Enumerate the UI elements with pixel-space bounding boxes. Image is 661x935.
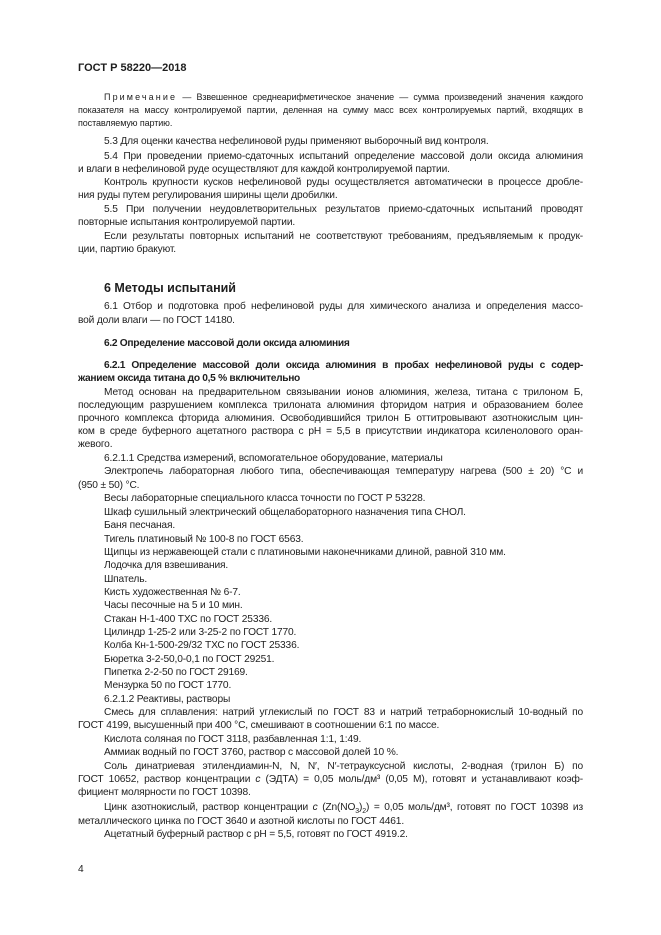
edta-text-a: ГОСТ 10652, раствор концентрации (78, 774, 256, 785)
note-text-1: — Взвешенное среднеарифметическое значение — сумма произведений значения каждого (177, 92, 583, 102)
equipment-item: Бюретка 3-2-50,0-0,1 по ГОСТ 29251. (104, 654, 275, 665)
method-line-3: прочного комплекса фторида алюминия. Освободившийся трилон Б оттитровывают азотнокислым цин- (78, 413, 583, 424)
clause-5-5-line-2: повторные испытания контролируемой партии. (78, 217, 296, 228)
note-label: Примечание (104, 92, 178, 102)
equipment-item: Щипцы из нержавеющей стали с платиновыми наконечниками длиной, равной 310 мм. (104, 547, 506, 558)
method-line-4: ком в среде буферного ацетатного раствора с pH = 5,5 в присутствии индикатора ксиленолового оран- (78, 426, 583, 437)
reject-line-2: ции, партию бракуют. (78, 244, 176, 255)
concentration-symbol: c (312, 802, 318, 813)
furnace-line-1: Электропечь лабораторная любого типа, обеспечивающая температуру нагрева (500 ± 20) °С и (104, 466, 583, 477)
equipment-item: Тигель платиновый № 100-8 по ГОСТ 6563. (104, 534, 304, 545)
edta-line-3: фициент молярности по ГОСТ 10398. (78, 787, 251, 798)
zinc-formula-a: (Zn(NO (317, 802, 356, 813)
zinc-text-b: ) = 0,05 моль/дм³, готовят по ГОСТ 10398 из (366, 802, 583, 813)
zinc-line-2: металлического цинка по ГОСТ 3640 и азотной кислоты по ГОСТ 4461. (78, 816, 405, 827)
flux-line-1: Смесь для сплавления: натрий углекислый по ГОСТ 83 и натрий тетраборнокислый 10-водный по (104, 707, 583, 718)
concentration-symbol: c (255, 774, 261, 785)
page-number: 4 (78, 864, 84, 875)
document-header-id: ГОСТ Р 58220—2018 (78, 62, 187, 74)
equipment-item: Колба Кн-1-500-29/32 ТХС по ГОСТ 25336. (104, 640, 300, 651)
method-line-5: жевого. (78, 439, 113, 450)
clause-6-2-heading: 6.2 Определение массовой доли оксида алюминия (104, 338, 350, 349)
note-line-2: показателя на массу контролируемой партии, деленная на сумму масс всех контролируемых партий, входящих в (78, 105, 583, 115)
clause-6-2-1-heading-line-2: жанием оксида титана до 0,5 % включительно (78, 373, 300, 384)
equipment-item: Баня песчаная. (104, 520, 175, 531)
clause-5-3: 5.3 Для оценки качества нефелиновой руды применяют выборочный вид контроля. (104, 136, 489, 147)
edta-line-2 (78, 773, 583, 787)
note-line-1 (104, 91, 583, 103)
clause-6-2-1-heading-line-1: 6.2.1 Определение массовой доли оксида алюминия в пробах нефелиновой руды с содер- (104, 360, 583, 371)
equipment-item: Мензурка 50 по ГОСТ 1770. (104, 680, 232, 691)
equipment-item: Часы песочные на 5 и 10 мин. (104, 600, 243, 611)
clause-5-4-line-1: 5.4 При проведении приемо-сдаточных испытаний определение массовой доли оксида алюминия (104, 151, 583, 162)
reagent-hcl: Кислота соляная по ГОСТ 3118, разбавленная 1:1, 1:49. (104, 734, 362, 745)
equipment-item: Весы лабораторные специального класса точности по ГОСТ Р 53228. (104, 493, 426, 504)
equipment-item: Шкаф сушильный электрический общелабораторного назначения типа СНОЛ. (104, 507, 466, 518)
zinc-formula-subscript-1: 3 (355, 808, 359, 815)
clause-6-1-line-1: 6.1 Отбор и подготовка проб нефелиновой руды для химического анализа и определения массо- (104, 301, 583, 312)
reagent-buffer: Ацетатный буферный раствор с pH = 5,5, готовят по ГОСТ 4919.2. (104, 829, 408, 840)
flux-line-2: ГОСТ 4199, высушенный при 400 °С, смешивают в соотношении 6:1 по массе. (78, 720, 440, 731)
clause-6-1-line-2: вой доли влаги — по ГОСТ 14180. (78, 315, 235, 326)
equipment-item: Пипетка 2-2-50 по ГОСТ 29169. (104, 667, 248, 678)
method-line-1: Метод основан на предварительном связывании ионов алюминия, железа, титана с трилоном Б, (104, 387, 583, 398)
clause-6-2-1-1-heading: 6.2.1.1 Средства измерений, вспомогательное оборудование, материалы (104, 453, 443, 464)
equipment-item: Стакан Н-1-400 ТХС по ГОСТ 25336. (104, 614, 273, 625)
zinc-formula-subscript-2: 2 (362, 808, 366, 815)
zinc-formula-b: ) (359, 802, 363, 813)
zinc-line-1 (104, 801, 583, 815)
equipment-item: Кисть художественная № 6-7. (104, 587, 241, 598)
reject-line-1: Если результаты повторных испытаний не соответствуют требованиям, предъявляемым к продук- (104, 231, 583, 242)
clause-5-5-line-1: 5.5 При получении неудовлетворительных результатов приемо-сдаточных испытаний проводят (104, 204, 583, 215)
edta-line-1: Соль динатриевая этилендиамин-N, N, N′, N′-тетрауксусной кислоты, 2-водная (трилон Б) по (104, 761, 583, 772)
equipment-item: Цилиндр 1-25-2 или 3-25-2 по ГОСТ 1770. (104, 627, 297, 638)
clause-5-4-line-2: и влаги в нефелиновой руде осуществляют для каждой контролируемой партии. (78, 164, 450, 175)
edta-text-b: (ЭДТА) = 0,05 моль/дм³ (0,05 М), готовят и устанавливают коэф- (260, 774, 583, 785)
size-control-line-1: Контроль крупности кусков нефелиновой руды осуществляется автоматически в процессе дробле- (104, 177, 583, 188)
clause-6-2-1-2-heading: 6.2.1.2 Реактивы, растворы (104, 694, 231, 705)
reagent-ammonia: Аммиак водный по ГОСТ 3760, раствор с массовой долей 10 %. (104, 747, 399, 758)
furnace-line-2: (950 ± 50) °С. (78, 480, 140, 491)
size-control-line-2: ния руды путем регулирования ширины щели дробилки. (78, 190, 338, 201)
equipment-item: Шпатель. (104, 574, 148, 585)
method-line-2: последующим разрушением комплекса трилоната алюминия фторидом натрия и образованием более (78, 400, 583, 411)
equipment-item: Лодочка для взвешивания. (104, 560, 229, 571)
section-6-title: 6 Методы испытаний (104, 281, 236, 295)
zinc-text-a: Цинк азотнокислый, раствор концентрации (104, 802, 313, 813)
note-line-3: поставляемую партию. (78, 118, 173, 128)
